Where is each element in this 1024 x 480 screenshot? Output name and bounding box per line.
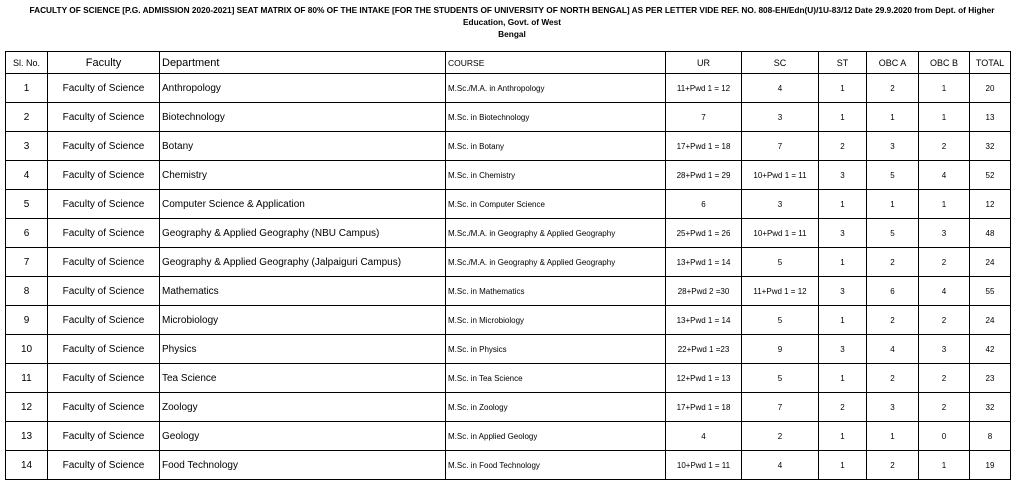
cell-st: 3 xyxy=(819,161,867,190)
table-row xyxy=(6,190,1011,219)
table-body xyxy=(6,74,1011,480)
cell-sc: 4 xyxy=(742,74,819,103)
cell-faculty: Faculty of Science xyxy=(48,306,160,335)
table-row xyxy=(6,422,1011,451)
cell-obc-a: 5 xyxy=(867,161,919,190)
cell-sl-no: 9 xyxy=(6,306,48,335)
cell-department: Mathematics xyxy=(160,277,446,306)
cell-obc-a: 3 xyxy=(867,393,919,422)
cell-obc-b: 2 xyxy=(919,364,970,393)
cell-sl-no: 4 xyxy=(6,161,48,190)
cell-obc-b: 0 xyxy=(919,422,970,451)
cell-department: Tea Science xyxy=(160,364,446,393)
cell-sl-no: 10 xyxy=(6,335,48,364)
header-obc-a: OBC A xyxy=(867,52,919,74)
cell-department: Botany xyxy=(160,132,446,161)
cell-ur: 17+Pwd 1 = 18 xyxy=(666,132,742,161)
cell-department: Anthropology xyxy=(160,74,446,103)
cell-obc-a: 1 xyxy=(867,190,919,219)
cell-total: 24 xyxy=(970,306,1011,335)
cell-course: M.Sc. in Zoology xyxy=(446,393,666,422)
cell-sl-no: 6 xyxy=(6,219,48,248)
cell-obc-b: 1 xyxy=(919,74,970,103)
cell-ur: 11+Pwd 1 = 12 xyxy=(666,74,742,103)
cell-course: M.Sc. in Microbiology xyxy=(446,306,666,335)
table-row xyxy=(6,393,1011,422)
cell-obc-b: 1 xyxy=(919,190,970,219)
cell-st: 3 xyxy=(819,219,867,248)
cell-ur: 22+Pwd 1 =23 xyxy=(666,335,742,364)
cell-obc-a: 2 xyxy=(867,248,919,277)
cell-sl-no: 2 xyxy=(6,103,48,132)
cell-obc-b: 1 xyxy=(919,451,970,480)
cell-faculty: Faculty of Science xyxy=(48,335,160,364)
cell-total: 20 xyxy=(970,74,1011,103)
cell-course: M.Sc. in Tea Science xyxy=(446,364,666,393)
cell-total: 23 xyxy=(970,364,1011,393)
title-line-1: FACULTY OF SCIENCE [P.G. ADMISSION 2020-2021] SEAT MATRIX OF 80% OF THE INTAKE [FOR THE STUDENTS OF UNIVERSITY OF NORTH BENGAL] AS PER LETTER VIDE REF. NO. 808-EH/Edn(U)/1U-83/12 Date 29.9.2020 from Dept. of Higher Education, Govt. of West xyxy=(29,5,995,27)
cell-ur: 25+Pwd 1 = 26 xyxy=(666,219,742,248)
cell-sc: 11+Pwd 1 = 12 xyxy=(742,277,819,306)
cell-department: Biotechnology xyxy=(160,103,446,132)
cell-total: 32 xyxy=(970,393,1011,422)
cell-sc: 10+Pwd 1 = 11 xyxy=(742,219,819,248)
cell-faculty: Faculty of Science xyxy=(48,161,160,190)
cell-st: 1 xyxy=(819,74,867,103)
cell-sl-no: 5 xyxy=(6,190,48,219)
cell-department: Zoology xyxy=(160,393,446,422)
cell-sl-no: 12 xyxy=(6,393,48,422)
cell-st: 1 xyxy=(819,190,867,219)
cell-ur: 4 xyxy=(666,422,742,451)
seat-matrix-table xyxy=(5,51,1011,480)
cell-st: 2 xyxy=(819,132,867,161)
cell-st: 3 xyxy=(819,277,867,306)
table-row xyxy=(6,74,1011,103)
cell-obc-a: 5 xyxy=(867,219,919,248)
cell-sc: 3 xyxy=(742,190,819,219)
cell-department: Food Technology xyxy=(160,451,446,480)
table-row xyxy=(6,161,1011,190)
cell-st: 1 xyxy=(819,422,867,451)
cell-sl-no: 14 xyxy=(6,451,48,480)
cell-department: Chemistry xyxy=(160,161,446,190)
header-obc-b: OBC B xyxy=(919,52,970,74)
cell-total: 13 xyxy=(970,103,1011,132)
cell-obc-b: 3 xyxy=(919,219,970,248)
header-department: Department xyxy=(160,52,446,74)
cell-obc-b: 4 xyxy=(919,277,970,306)
cell-faculty: Faculty of Science xyxy=(48,190,160,219)
cell-ur: 13+Pwd 1 = 14 xyxy=(666,248,742,277)
cell-department: Physics xyxy=(160,335,446,364)
cell-total: 48 xyxy=(970,219,1011,248)
cell-course: M.Sc. in Mathematics xyxy=(446,277,666,306)
table-row xyxy=(6,277,1011,306)
cell-sc: 3 xyxy=(742,103,819,132)
cell-course: M.Sc. in Physics xyxy=(446,335,666,364)
cell-obc-a: 2 xyxy=(867,74,919,103)
cell-obc-b: 1 xyxy=(919,103,970,132)
cell-obc-b: 4 xyxy=(919,161,970,190)
cell-sl-no: 3 xyxy=(6,132,48,161)
cell-faculty: Faculty of Science xyxy=(48,219,160,248)
cell-ur: 13+Pwd 1 = 14 xyxy=(666,306,742,335)
cell-sc: 7 xyxy=(742,132,819,161)
table-row xyxy=(6,364,1011,393)
cell-st: 2 xyxy=(819,393,867,422)
cell-sl-no: 8 xyxy=(6,277,48,306)
cell-sc: 10+Pwd 1 = 11 xyxy=(742,161,819,190)
cell-course: M.Sc./M.A. in Geography & Applied Geography xyxy=(446,248,666,277)
cell-department: Microbiology xyxy=(160,306,446,335)
cell-course: M.Sc. in Applied Geology xyxy=(446,422,666,451)
cell-course: M.Sc. in Botany xyxy=(446,132,666,161)
cell-obc-a: 3 xyxy=(867,132,919,161)
cell-faculty: Faculty of Science xyxy=(48,451,160,480)
cell-ur: 12+Pwd 1 = 13 xyxy=(666,364,742,393)
header-st: ST xyxy=(819,52,867,74)
header-sl-no: Sl. No. xyxy=(6,52,48,74)
cell-total: 42 xyxy=(970,335,1011,364)
cell-st: 1 xyxy=(819,306,867,335)
table-row xyxy=(6,219,1011,248)
cell-sl-no: 11 xyxy=(6,364,48,393)
cell-faculty: Faculty of Science xyxy=(48,132,160,161)
cell-sl-no: 13 xyxy=(6,422,48,451)
cell-faculty: Faculty of Science xyxy=(48,248,160,277)
cell-sl-no: 1 xyxy=(6,74,48,103)
table-row xyxy=(6,306,1011,335)
cell-obc-b: 2 xyxy=(919,248,970,277)
cell-ur: 10+Pwd 1 = 11 xyxy=(666,451,742,480)
table-row xyxy=(6,103,1011,132)
cell-obc-b: 2 xyxy=(919,393,970,422)
cell-total: 12 xyxy=(970,190,1011,219)
cell-faculty: Faculty of Science xyxy=(48,422,160,451)
cell-sc: 4 xyxy=(742,451,819,480)
cell-ur: 28+Pwd 1 = 29 xyxy=(666,161,742,190)
header-sc: SC xyxy=(742,52,819,74)
title-line-2: Bengal xyxy=(498,29,526,39)
cell-st: 1 xyxy=(819,364,867,393)
cell-total: 19 xyxy=(970,451,1011,480)
header-faculty: Faculty xyxy=(48,52,160,74)
cell-ur: 7 xyxy=(666,103,742,132)
cell-ur: 17+Pwd 1 = 18 xyxy=(666,393,742,422)
cell-obc-a: 2 xyxy=(867,451,919,480)
cell-total: 32 xyxy=(970,132,1011,161)
table-row xyxy=(6,451,1011,480)
cell-department: Computer Science & Application xyxy=(160,190,446,219)
cell-ur: 28+Pwd 2 =30 xyxy=(666,277,742,306)
cell-course: M.Sc. in Chemistry xyxy=(446,161,666,190)
cell-sc: 9 xyxy=(742,335,819,364)
cell-faculty: Faculty of Science xyxy=(48,277,160,306)
cell-st: 1 xyxy=(819,103,867,132)
table-row xyxy=(6,248,1011,277)
header-ur: UR xyxy=(666,52,742,74)
document-title xyxy=(8,4,1016,40)
cell-obc-a: 1 xyxy=(867,422,919,451)
cell-department: Geography & Applied Geography (NBU Campus) xyxy=(160,219,446,248)
cell-department: Geography & Applied Geography (Jalpaiguri Campus) xyxy=(160,248,446,277)
cell-total: 8 xyxy=(970,422,1011,451)
cell-course: M.Sc. in Biotechnology xyxy=(446,103,666,132)
cell-ur: 6 xyxy=(666,190,742,219)
cell-obc-b: 3 xyxy=(919,335,970,364)
cell-sc: 2 xyxy=(742,422,819,451)
cell-obc-a: 2 xyxy=(867,306,919,335)
cell-obc-a: 1 xyxy=(867,103,919,132)
cell-total: 52 xyxy=(970,161,1011,190)
header-total: TOTAL xyxy=(970,52,1011,74)
cell-obc-a: 2 xyxy=(867,364,919,393)
cell-st: 1 xyxy=(819,248,867,277)
cell-obc-b: 2 xyxy=(919,306,970,335)
cell-total: 55 xyxy=(970,277,1011,306)
cell-course: M.Sc./M.A. in Anthropology xyxy=(446,74,666,103)
cell-obc-b: 2 xyxy=(919,132,970,161)
cell-faculty: Faculty of Science xyxy=(48,364,160,393)
cell-faculty: Faculty of Science xyxy=(48,103,160,132)
header-course: COURSE xyxy=(446,52,666,74)
cell-st: 1 xyxy=(819,451,867,480)
cell-course: M.Sc./M.A. in Geography & Applied Geography xyxy=(446,219,666,248)
cell-course: M.Sc. in Computer Science xyxy=(446,190,666,219)
cell-obc-a: 6 xyxy=(867,277,919,306)
table-row xyxy=(6,335,1011,364)
cell-sl-no: 7 xyxy=(6,248,48,277)
cell-course: M.Sc. in Food Technology xyxy=(446,451,666,480)
cell-faculty: Faculty of Science xyxy=(48,393,160,422)
cell-total: 24 xyxy=(970,248,1011,277)
table-header-row xyxy=(6,52,1011,74)
cell-department: Geology xyxy=(160,422,446,451)
cell-sc: 7 xyxy=(742,393,819,422)
cell-sc: 5 xyxy=(742,364,819,393)
cell-faculty: Faculty of Science xyxy=(48,74,160,103)
cell-obc-a: 4 xyxy=(867,335,919,364)
cell-st: 3 xyxy=(819,335,867,364)
cell-sc: 5 xyxy=(742,248,819,277)
table-row xyxy=(6,132,1011,161)
cell-sc: 5 xyxy=(742,306,819,335)
